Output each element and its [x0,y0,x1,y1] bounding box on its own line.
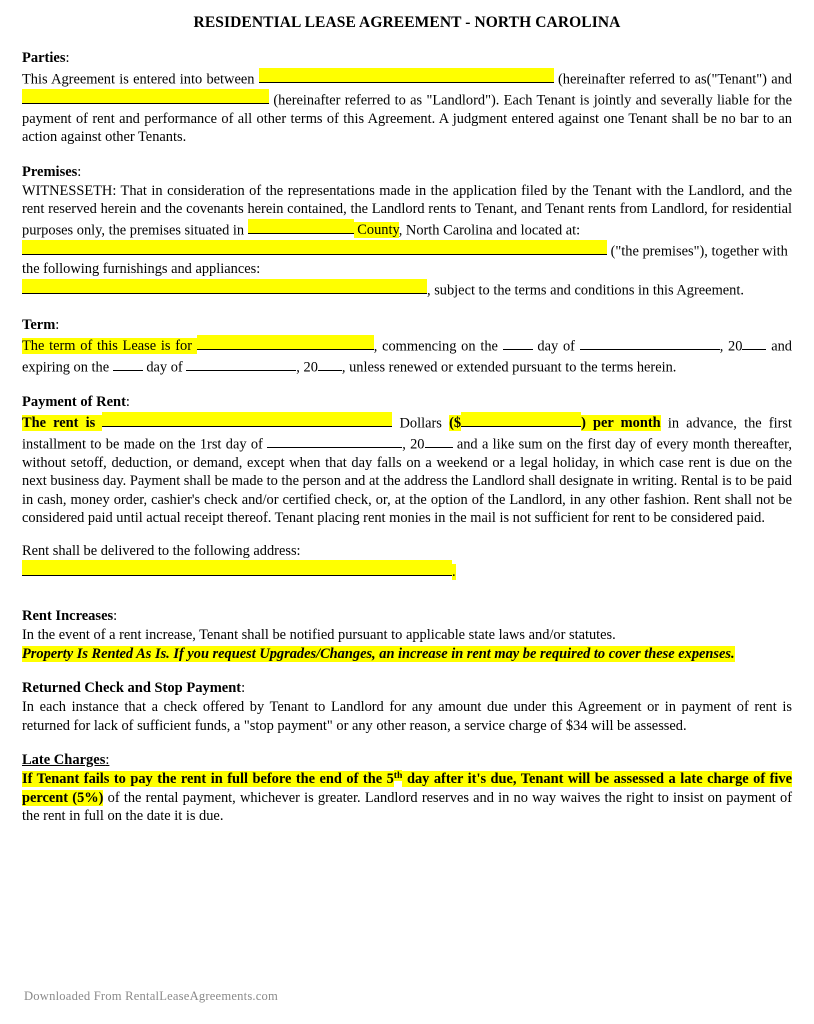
parties-heading-colon: : [65,49,70,66]
late-charges-text-3: of the rental payment, whichever is greater. Landlord reserves and in no way waives the right to insist on payment of the rent in full on the date it is due. [22,789,792,825]
rent-amount-words-blank[interactable] [102,412,392,427]
premises-paragraph-3 [22,279,792,300]
page-title: RESIDENTIAL LEASE AGREEMENT - NORTH CAROLINA [193,14,621,31]
section-returned-check [22,679,792,735]
section-premises [22,163,792,300]
section-heading-late-charges [22,751,792,769]
late-charges-superscript: th [393,769,403,781]
tenant-name-blank[interactable] [259,68,554,83]
rent-text-4: in advance, the first installment to be made on the 1rst day of [22,415,792,453]
late-charges-text-1: If Tenant fails to pay the rent in full before the end of the 5 [22,771,394,788]
term-text-2: , commencing on the [373,338,503,355]
rent-delivery-address-blank[interactable] [22,560,452,575]
term-length-blank[interactable] [197,335,374,350]
section-parties [22,49,792,147]
parties-text-1: This Agreement is entered into between [22,71,259,88]
parties-text-3: (hereinafter referred to as "Landlord"). Each Tenant is jointly and severally liable for the payment of rent and performance of all other terms of this Agreement. A judgment entered against one Tenant shall be no bar to an action against other Tenants. [22,92,792,145]
county-blank[interactable] [248,219,354,234]
landlord-name-blank[interactable] [22,89,269,104]
section-rent-increases [22,607,792,663]
rent-delivery-period: . [452,563,456,580]
rent-text-1: The rent is [22,415,103,432]
term-text-1: The term of this Lease is for [22,338,197,355]
term-heading-text: Term [22,316,56,333]
term-expire-day-blank[interactable] [113,356,143,371]
rent-increases-paragraph-1: In the event of a rent increase, Tenant shall be notified pursuant to applicable state laws and/or statutes. [22,627,616,644]
premises-paragraph-2 [22,240,792,279]
rent-text-3: ) per month [581,415,661,432]
returned-check-paragraph: In each instance that a check offered by Tenant to Landlord for any amount due under this Agreement or in payment of rent is returned for lack of sufficient funds, a "stop payment" or any other reason, a service charge of $34 will be assessed. [22,699,792,734]
rent-increases-heading-text: Rent Increases [22,608,114,624]
term-text-5: and expiring on the [22,338,792,376]
term-paragraph [22,335,792,377]
rent-text-2: ($ [449,415,462,432]
section-payment-of-rent [22,393,792,581]
term-text-6: day of [142,359,187,376]
section-heading-returned-check [22,679,792,697]
late-charges-paragraph [22,770,792,826]
parties-heading-text: Parties [22,49,66,66]
section-heading-term [22,316,792,334]
rent-first-month-blank[interactable] [267,433,402,448]
premises-paragraph-1 [22,182,792,240]
section-heading-rent-increases [22,607,792,625]
term-expire-year-blank[interactable] [318,356,342,371]
term-commence-day-blank[interactable] [503,335,533,350]
footer-attribution: Downloaded From RentalLeaseAgreements.com [24,989,279,1003]
rent-delivery-line [22,560,792,581]
late-charges-heading-text: Late Charges [22,752,106,769]
parties-paragraph [22,68,792,147]
late-charges-text-2: day after it's due, Tenant will be assessed a late charge of five percent (5%) [22,771,792,806]
rent-delivery-label: Rent shall be delivered to the following address: [22,542,301,559]
county-label: County [353,222,399,239]
section-heading-payment-of-rent [22,393,792,411]
rent-increases-heading-colon: : [113,608,118,624]
rent-text-5: , 20 [402,436,425,453]
term-commence-year-blank[interactable] [742,335,766,350]
payment-spacer [22,528,792,542]
section-term [22,316,792,377]
section-heading-premises [22,163,792,181]
premises-text-1: WITNESSETH: That in consideration of the representations made in the application filed by the Tenant with the Landlord, and the rent reserved herein and the covenants herein contained, the Landlord rents to Tenant, and Tenant rents from Landlord, for residential purposes only, the premises situated in [22,182,792,239]
rent-amount-numeric-blank[interactable] [461,412,581,427]
rent-increases-notice: Property Is Rented As Is. If you request Upgrades/Changes, an increase in rent may be required to cover these expenses. [22,645,735,662]
premises-heading-text: Premises [22,163,78,180]
premises-text-3: ("the premises"), together with the following furnishings and appliances: [22,242,788,278]
payment-heading-colon: : [125,393,130,410]
term-expire-month-blank[interactable] [186,356,296,371]
rent-increases-paragraph-2 [22,645,792,664]
term-text-8: , unless renewed or extended pursuant to the terms herein. [341,359,677,376]
rent-first-year-blank[interactable] [425,433,453,448]
term-text-7: , 20 [296,359,318,376]
section-heading-parties [22,49,792,67]
returned-check-heading-colon: : [241,680,246,697]
rent-dollars-label: Dollars [392,415,450,432]
section-late-charges [22,751,792,826]
premises-text-2: , North Carolina and located at: [398,222,581,239]
payment-heading-text: Payment of Rent [22,393,126,410]
returned-check-heading-text: Returned Check and Stop Payment [22,680,242,697]
term-text-3: day of [532,338,580,355]
term-text-4: , 20 [719,338,743,355]
payment-paragraph [22,412,792,528]
premises-text-4: , subject to the terms and conditions in this Agreement. [427,282,744,299]
premises-heading-colon: : [77,163,82,180]
furnishings-blank[interactable] [22,279,427,294]
term-heading-colon: : [55,316,60,333]
parties-text-2: (hereinafter referred to as("Tenant") and [553,71,792,88]
late-charges-heading-colon: : [105,752,110,769]
premises-address-blank[interactable] [22,240,607,255]
rent-text-6: and a like sum on the first day of every month thereafter, without setoff, deduction, or demand, except when that day falls on a weekend or a legal holiday, in which case rent is due on the next business day. Payment shall be made to the person and at the address the Landlord shall designate in writing. Rental is to be paid in cash, money order, cashier's check and/or certified check, or, at the option of the Landlord, in any other fashion. Rent shall not be considered paid until actual receipt thereof. Tenant placing rent monies in the mail is not sufficient for rent to be considered paid. [22,436,792,527]
term-commence-month-blank[interactable] [580,335,720,350]
